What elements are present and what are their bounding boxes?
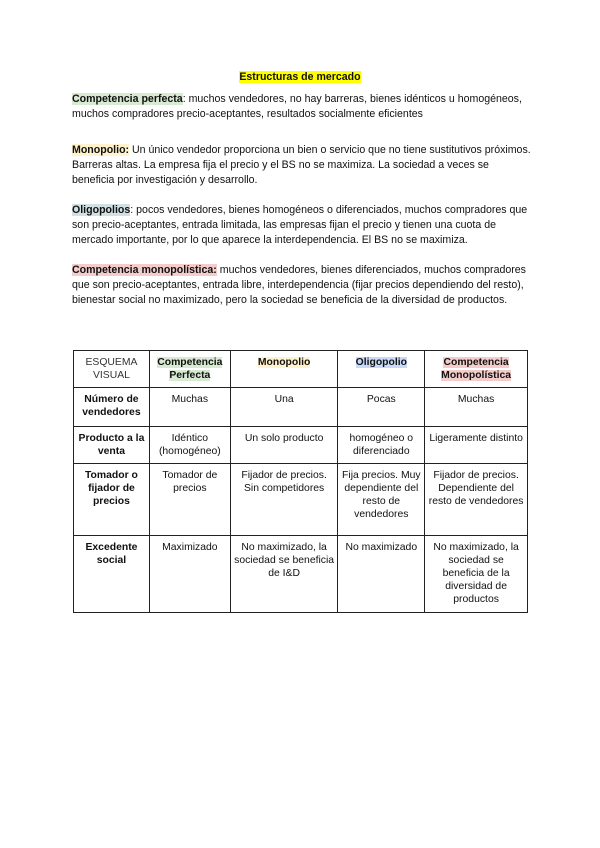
paragraph-competencia-monopolistica: Competencia monopolística: muchos vendedores, bienes diferenciados, muchos compradores que son precio-aceptantes, entrada libre, interdependencia (fijar precios dependiendo del resto), bienestar social no maximizado, pero la sociedad se beneficia de la diversidad de productos. <box>72 264 526 307</box>
table-cell: Muchas <box>425 388 528 427</box>
table-cell: Ligeramente distinto <box>425 427 528 464</box>
paragraph-monopolio: Monopolio: Un único vendedor proporciona un bien o servicio que no tiene sustitutivos próximos. Barreras altas. La empresa fija el precio y el BS no se maximiza. La sociedad a veces se beneficia por investigación y desarrollo. <box>72 144 531 187</box>
table-cell: Maximizado <box>149 536 230 613</box>
table-cell: Una <box>230 388 338 427</box>
table-row <box>74 427 528 464</box>
table-header-row <box>74 351 528 388</box>
corner-cell: ESQUEMA VISUAL <box>74 351 150 388</box>
table-cell: Idéntico (homogéneo) <box>149 427 230 464</box>
header-oligopolio: Oligopolio <box>338 351 425 388</box>
table-cell: No maximizado <box>338 536 425 613</box>
table-cell: No maximizado, la sociedad se beneficia de I&D <box>230 536 338 613</box>
table-row <box>74 464 528 536</box>
row-label: Excedente social <box>74 536 150 613</box>
header-competencia-monopolistica: Competencia Monopolística <box>425 351 528 388</box>
row-label: Tomador o fijador de precios <box>74 464 150 536</box>
market-structures-table <box>73 350 528 613</box>
table-cell: Muchas <box>149 388 230 427</box>
header-monopolio: Monopolio <box>230 351 338 388</box>
table-row <box>74 536 528 613</box>
table-row <box>74 388 528 427</box>
table-cell: Pocas <box>338 388 425 427</box>
table-cell: Fija precios. Muy dependiente del resto de vendedores <box>338 464 425 536</box>
table-cell: No maximizado, la sociedad se beneficia de la diversidad de productos <box>425 536 528 613</box>
table-cell: homogéneo o diferenciado <box>338 427 425 464</box>
paragraph-oligopolios: Oligopolios: pocos vendedores, bienes homogéneos o diferenciados, muchos compradores que son precio-aceptantes, entrada limitada, las empresas fijan el precio y tienen una cuota de mercado importante, por lo que aparece la interdependencia. El BS no se maximiza. <box>72 204 528 247</box>
paragraph-competencia-perfecta: Competencia perfecta: muchos vendedores, no hay barreras, bienes idénticos u homogéneos, muchos compradores precio-aceptantes, resultados socialmente eficientes <box>72 93 522 121</box>
row-label: Número de vendedores <box>74 388 150 427</box>
table-cell: Fijador de precios. Dependiente del resto de vendedores <box>425 464 528 536</box>
row-label: Producto a la venta <box>74 427 150 464</box>
document-title: Estructuras de mercado <box>239 71 361 83</box>
table-cell: Un solo producto <box>230 427 338 464</box>
header-competencia-perfecta: Competencia Perfecta <box>149 351 230 388</box>
table-cell: Tomador de precios <box>149 464 230 536</box>
table-cell: Fijador de precios. Sin competidores <box>230 464 338 536</box>
